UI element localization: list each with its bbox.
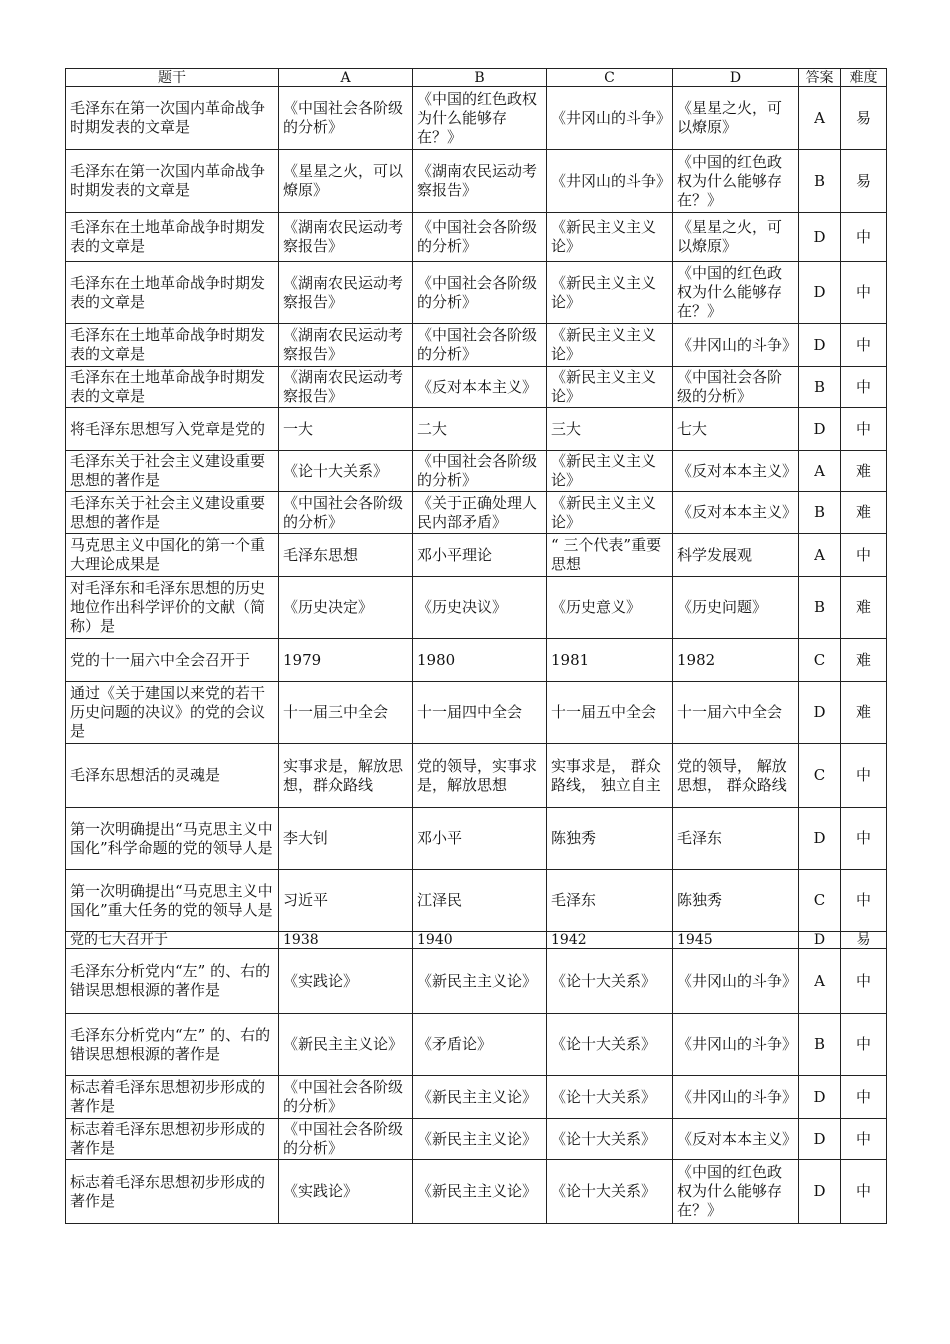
option-d: 《中国社会各阶级的分析》 <box>673 367 799 408</box>
question-stem: 毛泽东关于社会主义建设重要思想的著作是 <box>66 451 279 492</box>
question-stem: 标志着毛泽东思想初步形成的著作是 <box>66 1119 279 1160</box>
option-b: 《关于正确处理人民内部矛盾》 <box>413 492 547 534</box>
option-a: 《实践论》 <box>279 1160 413 1224</box>
answer: A <box>799 87 841 150</box>
option-c: 十一届五中全会 <box>547 682 673 744</box>
option-c: 陈独秀 <box>547 808 673 870</box>
option-b: 《中国的红色政权为什么能够存在？》 <box>413 87 547 150</box>
answer: B <box>799 492 841 534</box>
option-b: 十一届四中全会 <box>413 682 547 744</box>
answer: D <box>799 1160 841 1224</box>
table-row <box>66 492 887 534</box>
header-row <box>66 69 887 87</box>
option-a: 《湖南农民运动考察报告》 <box>279 324 413 367</box>
answer: A <box>799 534 841 577</box>
option-c: 1942 <box>547 932 673 949</box>
option-d: 1945 <box>673 932 799 949</box>
question-stem: 通过《关于建国以来党的若干历史问题的决议》的党的会议是 <box>66 682 279 744</box>
option-a: 《湖南农民运动考察报告》 <box>279 213 413 262</box>
table-row <box>66 744 887 808</box>
option-a: 《中国社会各阶级的分析》 <box>279 87 413 150</box>
option-b: 《新民主主义论》 <box>413 1119 547 1160</box>
option-d: 《星星之火，可以燎原》 <box>673 87 799 150</box>
option-c: 《新民主义主义论》 <box>547 324 673 367</box>
option-a: 《历史决定》 <box>279 577 413 639</box>
option-b: 《历史决议》 <box>413 577 547 639</box>
option-b: 党的领导，实事求是，解放思想 <box>413 744 547 808</box>
option-c: “ 三个代表”重要思想 <box>547 534 673 577</box>
option-a: 《论十大关系》 <box>279 451 413 492</box>
table-row <box>66 324 887 367</box>
option-a: 1979 <box>279 639 413 682</box>
option-d: 《井冈山的斗争》 <box>673 1014 799 1076</box>
answer: B <box>799 577 841 639</box>
table-row <box>66 213 887 262</box>
difficulty: 中 <box>841 213 887 262</box>
option-b: 《反对本本主义》 <box>413 367 547 408</box>
option-c: 《历史意义》 <box>547 577 673 639</box>
table-row <box>66 87 887 150</box>
table-row <box>66 682 887 744</box>
difficulty: 中 <box>841 1160 887 1224</box>
option-b: 邓小平理论 <box>413 534 547 577</box>
option-a: 十一届三中全会 <box>279 682 413 744</box>
table-row <box>66 1076 887 1119</box>
option-d: 《反对本本主义》 <box>673 1119 799 1160</box>
table-row <box>66 451 887 492</box>
difficulty: 中 <box>841 408 887 451</box>
answer: D <box>799 1119 841 1160</box>
answer: A <box>799 949 841 1014</box>
option-d: 《井冈山的斗争》 <box>673 949 799 1014</box>
option-a: 习近平 <box>279 870 413 932</box>
table-row <box>66 1160 887 1224</box>
question-stem: 毛泽东在第一次国内革命战争时期发表的文章是 <box>66 150 279 213</box>
difficulty: 难 <box>841 451 887 492</box>
question-stem: 毛泽东关于社会主义建设重要思想的著作是 <box>66 492 279 534</box>
option-a: 《中国社会各阶级的分析》 <box>279 1076 413 1119</box>
question-stem: 党的七大召开于 <box>66 932 279 949</box>
option-b: 《新民主主义论》 <box>413 1160 547 1224</box>
option-d: 《反对本本主义》 <box>673 492 799 534</box>
option-b: 《中国社会各阶级的分析》 <box>413 213 547 262</box>
option-d: 十一届六中全会 <box>673 682 799 744</box>
option-b: 1980 <box>413 639 547 682</box>
table-row <box>66 408 887 451</box>
question-stem: 马克思主义中国化的第一个重大理论成果是 <box>66 534 279 577</box>
difficulty: 易 <box>841 87 887 150</box>
option-c: 《论十大关系》 <box>547 1076 673 1119</box>
option-a: 实事求是，解放思想，群众路线 <box>279 744 413 808</box>
answer: D <box>799 1076 841 1119</box>
option-b: 《新民主主义论》 <box>413 1076 547 1119</box>
table-row <box>66 577 887 639</box>
option-d: 《反对本本主义》 <box>673 451 799 492</box>
answer: D <box>799 682 841 744</box>
option-a: 《湖南农民运动考察报告》 <box>279 262 413 324</box>
option-b: 《矛盾论》 <box>413 1014 547 1076</box>
option-c: 《新民主义主义论》 <box>547 213 673 262</box>
option-c: 《新民主义主义论》 <box>547 367 673 408</box>
option-c: 《新民主义主义论》 <box>547 262 673 324</box>
header-option-b: B <box>413 69 547 87</box>
option-c: 三大 <box>547 408 673 451</box>
question-stem: 毛泽东在土地革命战争时期发表的文章是 <box>66 262 279 324</box>
header-option-a: A <box>279 69 413 87</box>
question-stem: 毛泽东在土地革命战争时期发表的文章是 <box>66 367 279 408</box>
option-b: 《新民主主义论》 <box>413 949 547 1014</box>
option-b: 《中国社会各阶级的分析》 <box>413 324 547 367</box>
option-a: 《湖南农民运动考察报告》 <box>279 367 413 408</box>
option-c: 《井冈山的斗争》 <box>547 150 673 213</box>
question-stem: 毛泽东分析党内“左” 的、右的错误思想根源的著作是 <box>66 949 279 1014</box>
option-a: 一大 <box>279 408 413 451</box>
answer: D <box>799 408 841 451</box>
table-row <box>66 932 887 949</box>
option-c: 《新民主义主义论》 <box>547 492 673 534</box>
option-b: 《湖南农民运动考察报告》 <box>413 150 547 213</box>
difficulty: 难 <box>841 577 887 639</box>
option-a: 1938 <box>279 932 413 949</box>
option-a: 《实践论》 <box>279 949 413 1014</box>
difficulty: 中 <box>841 324 887 367</box>
table-row <box>66 808 887 870</box>
answer: D <box>799 213 841 262</box>
answer: B <box>799 1014 841 1076</box>
answer: D <box>799 324 841 367</box>
table-row <box>66 949 887 1014</box>
question-stem: 标志着毛泽东思想初步形成的著作是 <box>66 1160 279 1224</box>
option-b: 江泽民 <box>413 870 547 932</box>
option-c: 《论十大关系》 <box>547 1160 673 1224</box>
header-option-c: C <box>547 69 673 87</box>
option-c: 1981 <box>547 639 673 682</box>
option-d: 《中国的红色政权为什么能够存在？》 <box>673 150 799 213</box>
option-d: 《中国的红色政权为什么能够存在？》 <box>673 1160 799 1224</box>
difficulty: 中 <box>841 367 887 408</box>
question-stem: 对毛泽东和毛泽东思想的历史地位作出科学评价的文献（简称）是 <box>66 577 279 639</box>
answer: B <box>799 367 841 408</box>
question-stem: 毛泽东在第一次国内革命战争时期发表的文章是 <box>66 87 279 150</box>
header-stem: 题干 <box>66 69 279 87</box>
question-stem: 毛泽东在土地革命战争时期发表的文章是 <box>66 213 279 262</box>
table-row <box>66 639 887 682</box>
question-stem: 毛泽东在土地革命战争时期发表的文章是 <box>66 324 279 367</box>
difficulty: 中 <box>841 744 887 808</box>
table-row <box>66 262 887 324</box>
difficulty: 中 <box>841 262 887 324</box>
option-d: 党的领导， 解放思想， 群众路线 <box>673 744 799 808</box>
difficulty: 难 <box>841 639 887 682</box>
difficulty: 中 <box>841 1076 887 1119</box>
difficulty: 中 <box>841 1119 887 1160</box>
option-c: 《论十大关系》 <box>547 1014 673 1076</box>
answer: C <box>799 744 841 808</box>
option-c: 《论十大关系》 <box>547 949 673 1014</box>
option-d: 《中国的红色政权为什么能够存在？》 <box>673 262 799 324</box>
answer: B <box>799 150 841 213</box>
option-b: 《中国社会各阶级的分析》 <box>413 451 547 492</box>
option-b: 邓小平 <box>413 808 547 870</box>
option-a: 李大钊 <box>279 808 413 870</box>
option-a: 《星星之火，可以燎原》 <box>279 150 413 213</box>
option-c: 《新民主义主义论》 <box>547 451 673 492</box>
question-stem: 将毛泽东思想写入党章是党的 <box>66 408 279 451</box>
difficulty: 中 <box>841 1014 887 1076</box>
option-a: 毛泽东思想 <box>279 534 413 577</box>
question-stem: 毛泽东分析党内“左” 的、右的错误思想根源的著作是 <box>66 1014 279 1076</box>
question-table <box>65 68 887 1224</box>
option-d: 《历史问题》 <box>673 577 799 639</box>
option-b: 二大 <box>413 408 547 451</box>
table-row <box>66 534 887 577</box>
difficulty: 中 <box>841 870 887 932</box>
header-difficulty: 难度 <box>841 69 887 87</box>
option-d: 《井冈山的斗争》 <box>673 1076 799 1119</box>
answer: D <box>799 932 841 949</box>
option-a: 《新民主主义论》 <box>279 1014 413 1076</box>
option-d: 毛泽东 <box>673 808 799 870</box>
table-row <box>66 150 887 213</box>
option-b: 《中国社会各阶级的分析》 <box>413 262 547 324</box>
table-row <box>66 1014 887 1076</box>
option-c: 《井冈山的斗争》 <box>547 87 673 150</box>
difficulty: 难 <box>841 492 887 534</box>
option-c: 毛泽东 <box>547 870 673 932</box>
question-stem: 第一次明确提出“马克思主义中国化”科学命题的党的领导人是 <box>66 808 279 870</box>
difficulty: 中 <box>841 534 887 577</box>
option-c: 实事求是， 群众路线， 独立自主 <box>547 744 673 808</box>
difficulty: 易 <box>841 932 887 949</box>
table-row <box>66 870 887 932</box>
answer: D <box>799 808 841 870</box>
option-b: 1940 <box>413 932 547 949</box>
option-d: 1982 <box>673 639 799 682</box>
option-d: 科学发展观 <box>673 534 799 577</box>
question-stem: 标志着毛泽东思想初步形成的著作是 <box>66 1076 279 1119</box>
difficulty: 中 <box>841 949 887 1014</box>
question-stem: 第一次明确提出“马克思主义中国化”重大任务的党的领导人是 <box>66 870 279 932</box>
difficulty: 易 <box>841 150 887 213</box>
option-c: 《论十大关系》 <box>547 1119 673 1160</box>
answer: A <box>799 451 841 492</box>
question-stem: 党的十一届六中全会召开于 <box>66 639 279 682</box>
difficulty: 难 <box>841 682 887 744</box>
option-d: 《星星之火，可以燎原》 <box>673 213 799 262</box>
option-a: 《中国社会各阶级的分析》 <box>279 492 413 534</box>
answer: C <box>799 870 841 932</box>
difficulty: 中 <box>841 808 887 870</box>
option-d: 七大 <box>673 408 799 451</box>
answer: C <box>799 639 841 682</box>
table-row <box>66 367 887 408</box>
table-row <box>66 1119 887 1160</box>
header-option-d: D <box>673 69 799 87</box>
header-answer: 答案 <box>799 69 841 87</box>
option-d: 陈独秀 <box>673 870 799 932</box>
question-stem: 毛泽东思想活的灵魂是 <box>66 744 279 808</box>
option-d: 《井冈山的斗争》 <box>673 324 799 367</box>
option-a: 《中国社会各阶级的分析》 <box>279 1119 413 1160</box>
answer: D <box>799 262 841 324</box>
